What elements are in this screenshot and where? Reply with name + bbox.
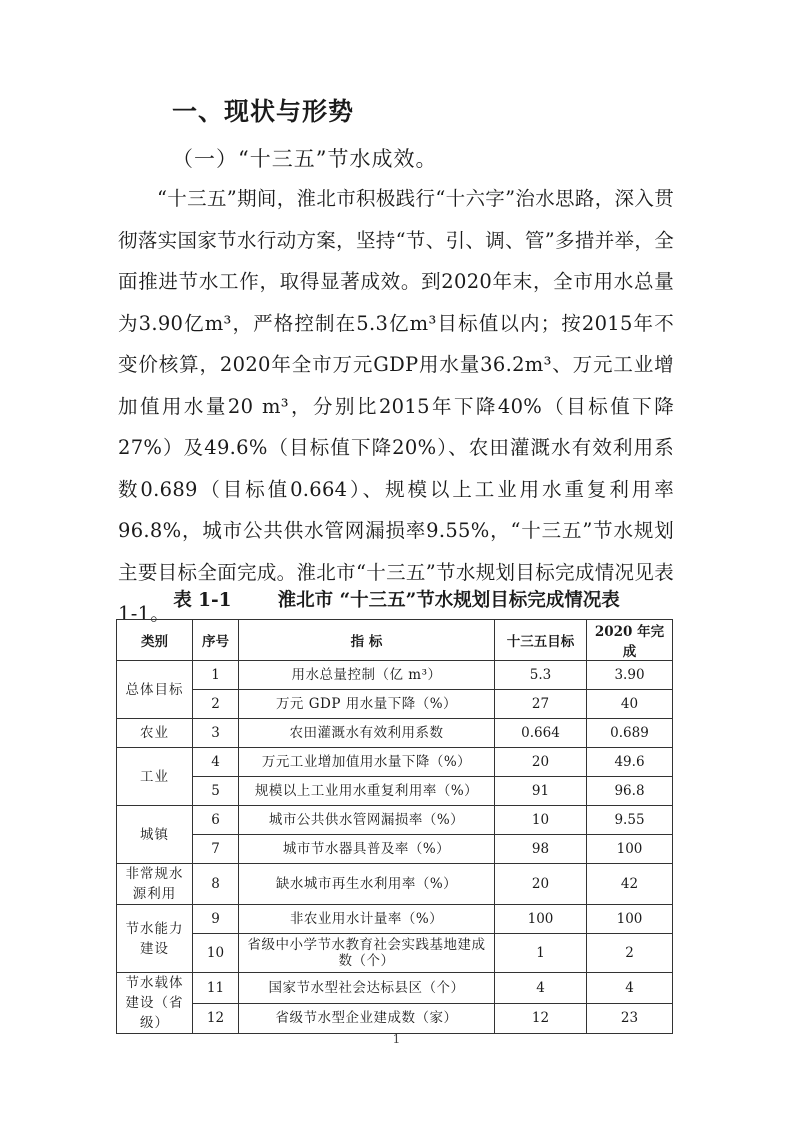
seq-cell: 9 — [193, 905, 239, 934]
subsection-heading: （一）“十三五”节水成效。 — [172, 147, 438, 171]
actual-cell: 100 — [587, 835, 673, 864]
actual-cell: 4 — [587, 973, 673, 1004]
target-cell: 10 — [495, 806, 587, 835]
seq-cell: 8 — [193, 864, 239, 905]
indicator-cell: 万元工业增加值用水量下降（%） — [239, 748, 495, 777]
table-row — [117, 934, 673, 973]
indicator-cell: 省级节水型企业建成数（家） — [239, 1003, 495, 1034]
indicator-cell: 万元 GDP 用水量下降（%） — [239, 690, 495, 719]
target-cell: 4 — [495, 973, 587, 1004]
actual-cell: 42 — [587, 864, 673, 905]
category-cell: 工业 — [117, 748, 193, 806]
seq-cell: 1 — [193, 661, 239, 690]
indicator-cell: 城市节水器具普及率（%） — [239, 835, 495, 864]
page-number: 1 — [392, 1032, 401, 1046]
target-cell: 1 — [495, 934, 587, 973]
table-caption-number: 表 1-1 — [173, 590, 232, 611]
indicator-cell: 非农业用水计量率（%） — [239, 905, 495, 934]
paragraph-text: “十三五”期间，淮北市积极践行“十六字”治水思路，深入贯彻落实国家节水行动方案，坚持“节、引、调、管”多措并举，全面推进节水工作，取得显著成效。到2020年末，全市用水总量为3.90亿m³，严格控制在5.3亿m³目标值以内；按2015年不变价核算，2020年全市万元GDP用水量36.2m³、万元工业增加值用水量20 m³，分别比2015年下降40%（目标值下降27%）及49.6%（目标值下降20%）、农田灌溉水有效利用系数0.689（目标值0.664）、规模以上工业用水重复利用率96.8%，城市公共供水管网漏损率9.55%，“十三五”节水规划主要目标全面完成。淮北市“十三五”节水规划目标完成情况见表1-1。 — [118, 187, 674, 625]
indicator-cell: 农田灌溉水有效利用系数 — [239, 719, 495, 748]
table-row — [117, 835, 673, 864]
target-cell: 91 — [495, 777, 587, 806]
table-row — [117, 719, 673, 748]
target-cell: 20 — [495, 748, 587, 777]
table-row — [117, 973, 673, 1004]
table-row — [117, 748, 673, 777]
table-row — [117, 905, 673, 934]
seq-cell: 4 — [193, 748, 239, 777]
seq-cell: 12 — [193, 1003, 239, 1034]
table-row — [117, 661, 673, 690]
seq-cell: 7 — [193, 835, 239, 864]
indicator-cell: 国家节水型社会达标县区（个） — [239, 973, 495, 1004]
category-cell: 农业 — [117, 719, 193, 748]
seq-cell: 11 — [193, 973, 239, 1004]
actual-cell: 100 — [587, 905, 673, 934]
header-seq: 序号 — [193, 620, 239, 661]
table-row — [117, 777, 673, 806]
target-cell: 0.664 — [495, 719, 587, 748]
header-target: 十三五目标 — [495, 620, 587, 661]
table-caption — [0, 586, 793, 612]
indicator-cell: 规模以上工业用水重复利用率（%） — [239, 777, 495, 806]
target-cell: 20 — [495, 864, 587, 905]
category-cell: 城镇 — [117, 806, 193, 864]
indicator-cell: 省级中小学节水教育社会实践基地建成数（个） — [239, 934, 495, 973]
actual-cell: 40 — [587, 690, 673, 719]
target-cell: 100 — [495, 905, 587, 934]
seq-cell: 5 — [193, 777, 239, 806]
target-cell: 27 — [495, 690, 587, 719]
targets-table — [116, 619, 673, 1034]
category-cell: 总体目标 — [117, 661, 193, 719]
actual-cell: 23 — [587, 1003, 673, 1034]
table-row — [117, 806, 673, 835]
seq-cell: 10 — [193, 934, 239, 973]
table-caption-title: 淮北市 “十三五”节水规划目标完成情况表 — [277, 590, 620, 611]
table-header-row — [117, 620, 673, 661]
header-category: 类别 — [117, 620, 193, 661]
body-paragraph — [118, 178, 674, 635]
actual-cell: 96.8 — [587, 777, 673, 806]
header-actual: 2020 年完成 — [587, 620, 673, 661]
seq-cell: 3 — [193, 719, 239, 748]
category-cell: 节水能力建设 — [117, 905, 193, 973]
indicator-cell: 缺水城市再生水利用率（%） — [239, 864, 495, 905]
table-row — [117, 1003, 673, 1034]
actual-cell: 2 — [587, 934, 673, 973]
indicator-cell: 城市公共供水管网漏损率（%） — [239, 806, 495, 835]
seq-cell: 2 — [193, 690, 239, 719]
target-cell: 5.3 — [495, 661, 587, 690]
header-indicator: 指 标 — [239, 620, 495, 661]
table-row — [117, 864, 673, 905]
category-cell: 节水载体建设（省级） — [117, 973, 193, 1034]
seq-cell: 6 — [193, 806, 239, 835]
actual-cell: 9.55 — [587, 806, 673, 835]
section-heading: 一、现状与形势 — [172, 97, 355, 126]
actual-cell: 3.90 — [587, 661, 673, 690]
indicator-cell: 用水总量控制（亿 m³） — [239, 661, 495, 690]
actual-cell: 0.689 — [587, 719, 673, 748]
table-row — [117, 690, 673, 719]
actual-cell: 49.6 — [587, 748, 673, 777]
target-cell: 12 — [495, 1003, 587, 1034]
category-cell: 非常规水源利用 — [117, 864, 193, 905]
target-cell: 98 — [495, 835, 587, 864]
